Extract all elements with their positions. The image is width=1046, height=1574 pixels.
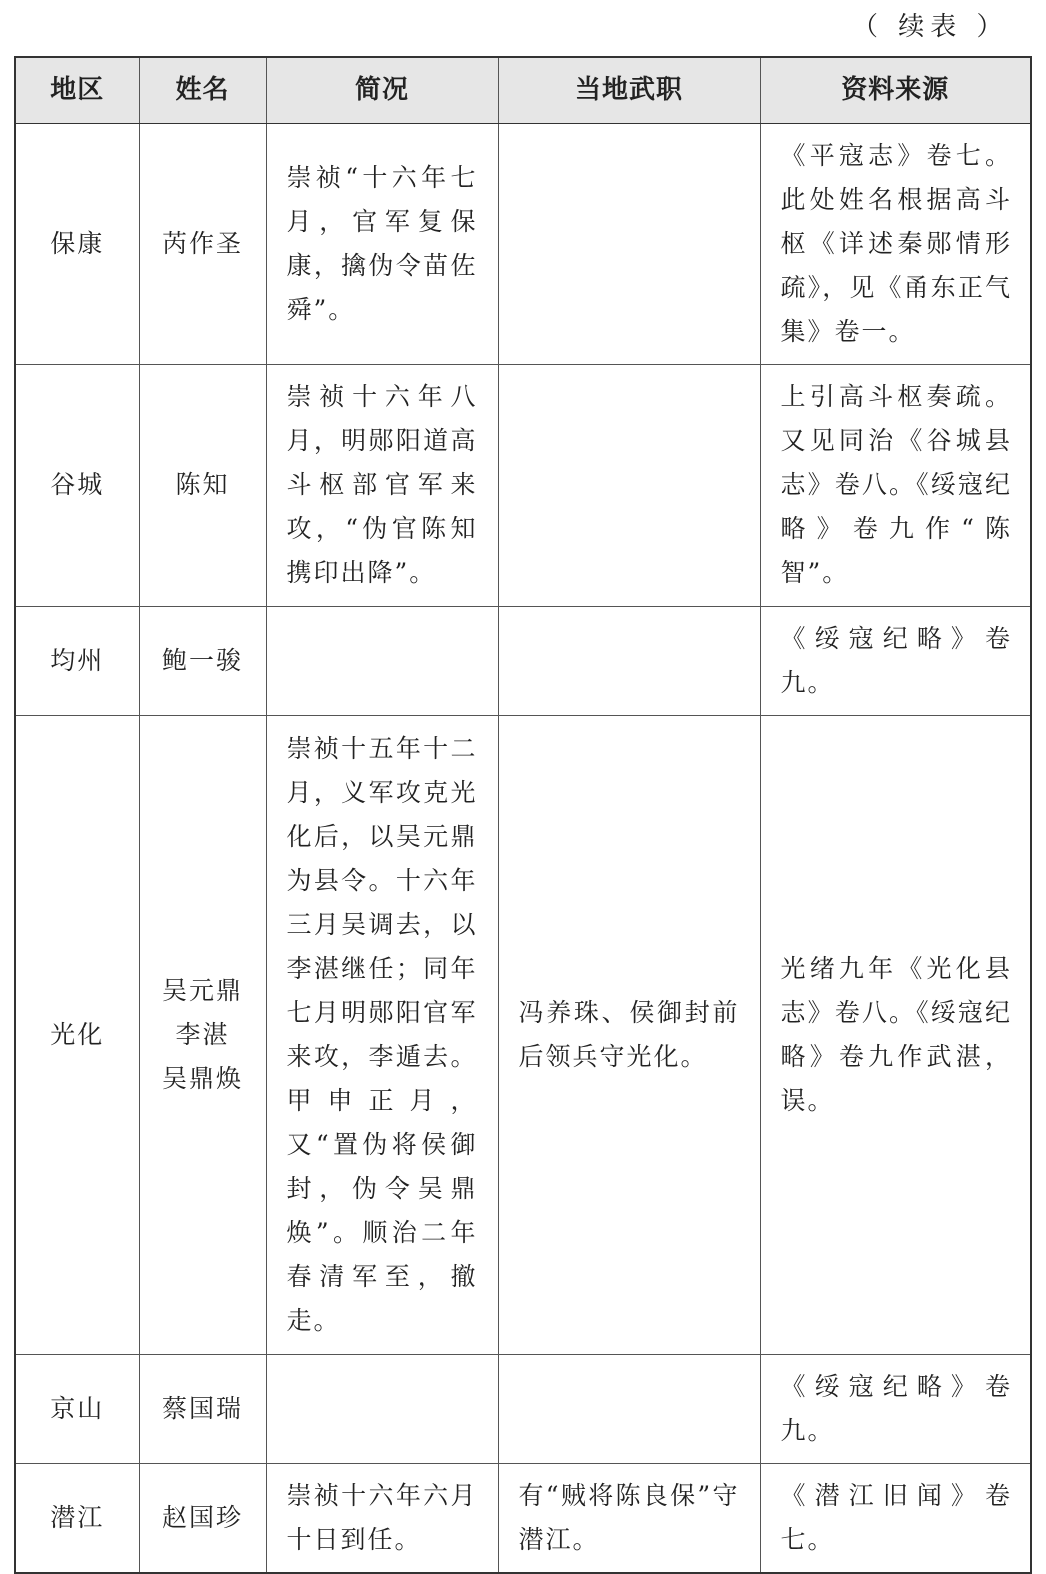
name-entry: 蔡国瑞 <box>161 1393 243 1423</box>
name-entry: 李湛 <box>175 1019 230 1049</box>
name-entry: 鲍一骏 <box>161 645 243 675</box>
summary-cell <box>266 1354 498 1463</box>
region-cell: 潜江 <box>15 1463 139 1573</box>
header-source: 资料来源 <box>760 57 1031 123</box>
source-cell: 光绪九年《光化县志》卷八。《绥寇纪略》卷九作武湛，误。 <box>760 715 1031 1354</box>
table-row <box>15 364 1031 606</box>
name-cell <box>139 364 266 606</box>
name-cell <box>139 715 266 1354</box>
military-post-cell <box>498 364 760 606</box>
header-row <box>15 57 1031 123</box>
table-row <box>15 1354 1031 1463</box>
header-military-post: 当地武职 <box>498 57 760 123</box>
summary-cell: 崇祯“十六年七月，官军复保康，擒伪令苗佐舜”。 <box>266 123 498 364</box>
table-row <box>15 1463 1031 1573</box>
source-cell: 《绥寇纪略》卷九。 <box>760 1354 1031 1463</box>
source-cell: 《平寇志》卷七。此处姓名根据高斗枢《详述秦郧情形疏》，见《甬东正气集》卷一。 <box>760 123 1031 364</box>
military-post-cell <box>498 1354 760 1463</box>
name-entry: 吴元鼎 <box>161 975 243 1005</box>
military-post-cell <box>498 123 760 364</box>
military-post-cell <box>498 606 760 715</box>
source-cell: 上引高斗枢奏疏。又见同治《谷城县志》卷八。《绥寇纪略》卷九作“陈智”。 <box>760 364 1031 606</box>
table-row <box>15 123 1031 364</box>
name-entry: 吴鼎焕 <box>161 1063 243 1093</box>
region-cell: 京山 <box>15 1354 139 1463</box>
header-name: 姓名 <box>139 57 266 123</box>
summary-cell <box>266 606 498 715</box>
region-cell: 光化 <box>15 715 139 1354</box>
table-row <box>15 715 1031 1354</box>
name-entry: 芮作圣 <box>161 228 243 258</box>
header-region: 地区 <box>15 57 139 123</box>
name-cell <box>139 123 266 364</box>
records-table <box>14 56 1032 1574</box>
source-cell: 《潜江旧闻》卷七。 <box>760 1463 1031 1573</box>
military-post-cell: 有“贼将陈良保”守潜江。 <box>498 1463 760 1573</box>
name-cell <box>139 1354 266 1463</box>
military-post-cell: 冯养珠、侯御封前后领兵守光化。 <box>498 715 760 1354</box>
region-cell: 保康 <box>15 123 139 364</box>
summary-cell: 崇祯十六年六月十日到任。 <box>266 1463 498 1573</box>
region-cell: 均州 <box>15 606 139 715</box>
continued-label: （ 续表 ） <box>852 12 1009 42</box>
table-row <box>15 606 1031 715</box>
name-entry: 赵国珍 <box>161 1502 243 1532</box>
name-cell <box>139 1463 266 1573</box>
name-entry: 陈知 <box>175 470 230 499</box>
name-cell <box>139 606 266 715</box>
region-cell: 谷城 <box>15 364 139 606</box>
source-cell: 《绥寇纪略》卷九。 <box>760 606 1031 715</box>
header-summary: 简况 <box>266 57 498 123</box>
summary-cell: 崇祯十六年八月，明郧阳道高斗枢部官军来攻，“伪官陈知携印出降”。 <box>266 364 498 606</box>
summary-cell: 崇祯十五年十二月，义军攻克光化后，以吴元鼎为县令。十六年三月吴调去，以李湛继任；同年七月明郧阳官军来攻，李遁去。甲申正月，又“置伪将侯御封，伪令吴鼎焕”。顺治二年春清军至，撤走。 <box>266 715 498 1354</box>
